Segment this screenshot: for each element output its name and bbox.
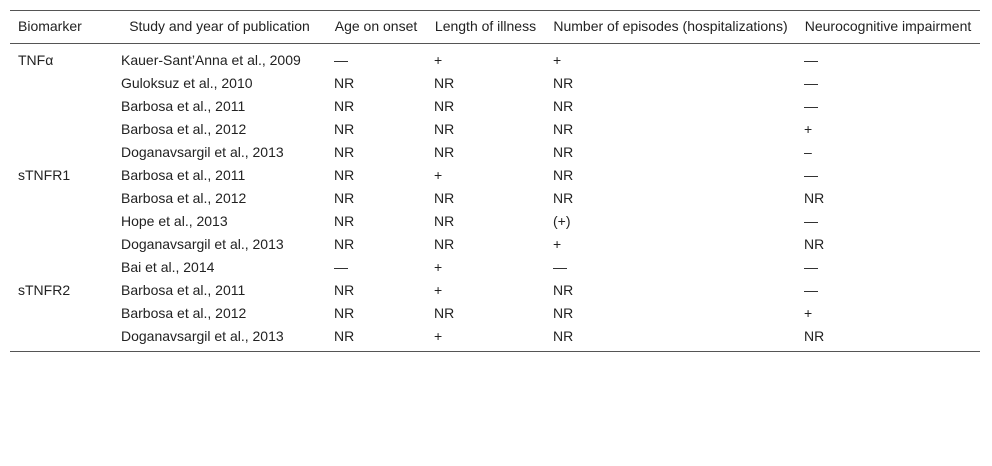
cell-study: Doganavsargil et al., 2013 — [121, 328, 284, 344]
table-row — [10, 210, 980, 233]
cell-biomarker — [10, 118, 113, 141]
cell-biomarker — [10, 325, 113, 352]
cell-study: Barbosa et al., 2012 — [121, 190, 247, 206]
cell-length-illness: NR — [434, 190, 455, 206]
cell-study: Bai et al., 2014 — [121, 259, 215, 275]
cell-age-onset: NR — [334, 98, 355, 114]
cell-length-illness: NR — [434, 75, 455, 91]
cell-age-onset: NR — [334, 236, 355, 252]
table-body — [10, 44, 980, 352]
table-row — [10, 44, 980, 73]
cell-biomarker — [10, 95, 113, 118]
cell-length-illness: NR — [434, 213, 455, 229]
cell-age-onset: NR — [334, 167, 355, 183]
cell-study: Kauer-Sant’Anna et al., 2009 — [121, 52, 301, 68]
cell-number-episodes: NR — [553, 75, 574, 91]
biomarker-table-container — [10, 10, 980, 352]
header-number-episodes: Number of episodes (hospitalizations) — [553, 18, 788, 34]
table-header — [10, 11, 980, 44]
cell-study: Doganavsargil et al., 2013 — [121, 144, 284, 160]
header-length-illness: Length of illness — [434, 18, 537, 34]
cell-neurocognitive: – — [804, 144, 812, 160]
table-row — [10, 325, 980, 352]
cell-study: Barbosa et al., 2011 — [121, 167, 246, 183]
cell-number-episodes: NR — [553, 121, 574, 137]
table-row — [10, 141, 980, 164]
cell-number-episodes: (+) — [553, 213, 571, 229]
cell-biomarker — [10, 256, 113, 279]
cell-number-episodes: NR — [553, 144, 574, 160]
cell-age-onset: NR — [334, 144, 355, 160]
cell-neurocognitive: — — [804, 282, 818, 298]
cell-biomarker: sTNFR2 — [18, 282, 71, 298]
header-study: Study and year of publication — [129, 18, 310, 34]
cell-neurocognitive: — — [804, 167, 818, 183]
cell-neurocognitive: — — [804, 213, 818, 229]
cell-study: Hope et al., 2013 — [121, 213, 228, 229]
cell-number-episodes: NR — [553, 282, 574, 298]
table-row — [10, 256, 980, 279]
cell-age-onset: — — [334, 52, 348, 68]
cell-length-illness: + — [434, 167, 443, 183]
cell-number-episodes: NR — [553, 305, 574, 321]
cell-study: Guloksuz et al., 2010 — [121, 75, 253, 91]
table-row — [10, 164, 980, 187]
cell-biomarker — [10, 141, 113, 164]
cell-biomarker — [10, 233, 113, 256]
cell-study: Barbosa et al., 2012 — [121, 305, 247, 321]
cell-number-episodes: NR — [553, 167, 574, 183]
cell-age-onset: NR — [334, 328, 355, 344]
header-row — [10, 11, 980, 44]
cell-number-episodes: — — [553, 259, 567, 275]
cell-study: Barbosa et al., 2011 — [121, 282, 246, 298]
header-neurocognitive: Neurocognitive impairment — [804, 18, 972, 34]
table-row — [10, 95, 980, 118]
cell-number-episodes: + — [553, 236, 562, 252]
table-row — [10, 187, 980, 210]
cell-length-illness: NR — [434, 144, 455, 160]
cell-age-onset: NR — [334, 213, 355, 229]
cell-age-onset: NR — [334, 282, 355, 298]
cell-study: Doganavsargil et al., 2013 — [121, 236, 284, 252]
table-row — [10, 279, 980, 302]
cell-length-illness: NR — [434, 121, 455, 137]
cell-length-illness: + — [434, 328, 443, 344]
cell-length-illness: + — [434, 282, 443, 298]
cell-length-illness: + — [434, 52, 443, 68]
cell-neurocognitive: NR — [804, 328, 825, 344]
cell-biomarker: sTNFR1 — [18, 167, 71, 183]
cell-length-illness: + — [434, 259, 443, 275]
cell-biomarker — [10, 210, 113, 233]
cell-neurocognitive: NR — [804, 190, 825, 206]
cell-neurocognitive: — — [804, 98, 818, 114]
cell-age-onset: — — [334, 259, 348, 275]
cell-neurocognitive: NR — [804, 236, 825, 252]
table-row — [10, 118, 980, 141]
table-row — [10, 233, 980, 256]
cell-biomarker — [10, 187, 113, 210]
cell-neurocognitive: — — [804, 75, 818, 91]
cell-biomarker — [10, 72, 113, 95]
cell-neurocognitive: — — [804, 259, 818, 275]
cell-neurocognitive: — — [804, 52, 818, 68]
cell-age-onset: NR — [334, 121, 355, 137]
cell-study: Barbosa et al., 2011 — [121, 98, 246, 114]
cell-length-illness: NR — [434, 98, 455, 114]
header-biomarker: Biomarker — [18, 18, 82, 34]
table-row — [10, 302, 980, 325]
cell-neurocognitive: + — [804, 305, 813, 321]
biomarker-table — [10, 10, 980, 352]
cell-number-episodes: NR — [553, 328, 574, 344]
table-row — [10, 72, 980, 95]
cell-age-onset: NR — [334, 75, 355, 91]
header-age-onset: Age on onset — [334, 18, 418, 34]
cell-length-illness: NR — [434, 305, 455, 321]
cell-length-illness: NR — [434, 236, 455, 252]
cell-biomarker — [10, 302, 113, 325]
cell-number-episodes: + — [553, 52, 562, 68]
cell-number-episodes: NR — [553, 98, 574, 114]
cell-biomarker: TNFα — [18, 52, 54, 68]
cell-number-episodes: NR — [553, 190, 574, 206]
cell-neurocognitive: + — [804, 121, 813, 137]
cell-age-onset: NR — [334, 190, 355, 206]
cell-study: Barbosa et al., 2012 — [121, 121, 247, 137]
cell-age-onset: NR — [334, 305, 355, 321]
